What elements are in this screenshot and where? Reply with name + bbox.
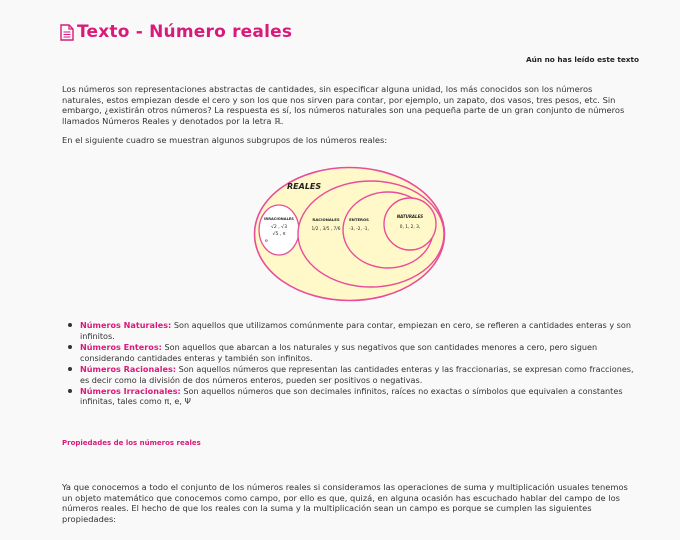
naturales-values: 0, 1, 2, 3,	[399, 225, 421, 230]
irracionales-set	[259, 205, 299, 255]
term-racionales: Números Racionales:	[80, 363, 177, 374]
page-header	[60, 22, 292, 42]
page-title: Texto - Número reales	[77, 22, 293, 42]
irracionales-label: IRRACIONALES	[264, 217, 294, 221]
naturales-set	[384, 198, 436, 250]
enteros-values: -3, -2, -1,	[349, 227, 369, 232]
intro-paragraph: Los números son representaciones abstractas de cantidades, sin especificar alguna unidad, los más conocidos son los números naturales, estos empiezan desde el cero y son los que nos sirven para contar, por ejemplo, un zapato, dos vasos, tres pesos, etc. Sin embargo, ¿existirán otros números? La respuesta es sí, los números naturales son una pequeña parte de un gran conjunto de números llamados Números Reales y denotados por la letra ℝ.	[62, 84, 625, 127]
definition-enteros: Son aquellos que abarcan a los naturales y sus negativos que son cantidades menores a cero, pero siguen considerando cantidades enteras y también son infinitos.	[80, 341, 598, 363]
document-icon	[60, 24, 74, 41]
racionales-values: 1/2 , 3/5 , 7/6	[311, 227, 341, 232]
irracionales-value-2: √5 , π	[272, 232, 286, 237]
real-numbers-diagram	[253, 166, 446, 302]
term-naturales: Números Naturales:	[80, 320, 172, 330]
naturales-label: NATURALES	[396, 214, 424, 219]
list-item-naturales	[80, 320, 640, 341]
racionales-label: RACIONALES	[312, 217, 340, 222]
list-item-irracionales	[80, 386, 640, 407]
enteros-label: ENTEROS	[349, 217, 369, 222]
diagram-intro-paragraph: En el siguiente cuadro se muestran algunos subgrupos de los números reales:	[62, 135, 388, 145]
properties-paragraph: Ya que conocemos a todo el conjunto de los números reales si consideramos las operaciones de suma y multiplicación usuales tenemos un objeto matemático que conocemos como campo, por ello es que, quizá, en alguna ocasión has escuchado hablar del campo de los números reales. El hecho de que los reales con la suma y la multiplicación sean un campo es porque se cumplen las siguientes propiedades:	[62, 482, 628, 525]
irracionales-value-1: √2 , √3	[270, 225, 288, 230]
list-item-enteros	[80, 342, 640, 363]
definition-irracionales: Son aquellos números que son decimales infinitos, raíces no exactas o símbolos que equivalen a constantes infinitas, tales como π, e, Ψ	[80, 385, 623, 407]
read-status: Aún no has leído este texto	[526, 55, 639, 64]
term-enteros: Números Enteros:	[80, 341, 162, 352]
properties-heading: Propiedades de los números reales	[62, 439, 201, 447]
irracionales-value-3: e	[265, 239, 268, 244]
number-types-list	[80, 320, 640, 408]
term-irracionales: Números Irracionales:	[80, 385, 181, 396]
reales-label: REALES	[287, 182, 322, 191]
definition-naturales: Son aquellos que utilizamos comúnmente para contar, empiezan en cero, se refieren a cantidades enteras y son infinitos.	[80, 320, 631, 341]
definition-racionales: Son aquellos números que representan las cantidades enteras y las fraccionarias, se expresan como fracciones, es decir como la división de dos números enteros, pueden ser positivos o negativas.	[80, 363, 634, 385]
list-item-racionales	[80, 364, 640, 385]
